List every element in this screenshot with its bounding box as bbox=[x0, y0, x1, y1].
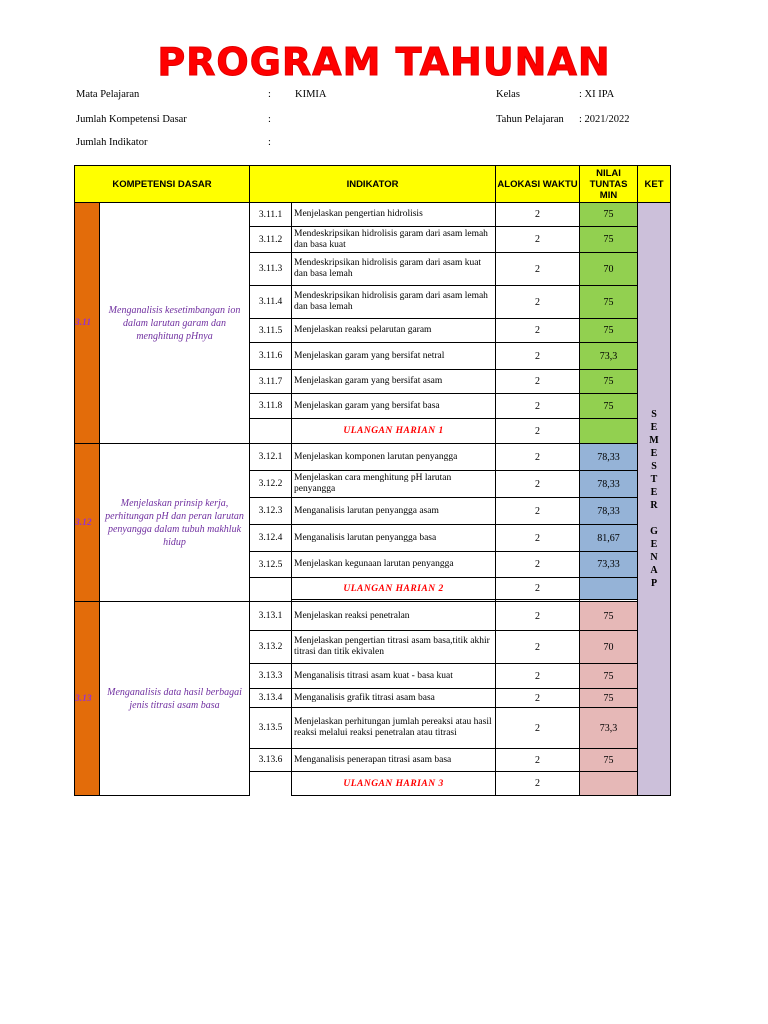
min-score bbox=[580, 772, 638, 796]
time-allocation: 2 bbox=[496, 602, 580, 631]
ket-semester bbox=[638, 203, 671, 796]
indicator-text: Mendeskripsikan hidrolisis garam dari asam lemah dan basa kuat bbox=[292, 227, 496, 253]
indicator-text: Menjelaskan pengertian hidrolisis bbox=[292, 203, 496, 227]
indicator-text: Menganalisis grafik titrasi asam basa bbox=[292, 689, 496, 708]
header-kd: KOMPETENSI DASAR bbox=[75, 166, 250, 203]
subject-colon: : bbox=[268, 89, 271, 100]
min-score: 78,33 bbox=[580, 498, 638, 525]
time-allocation: 2 bbox=[496, 227, 580, 253]
indicator-text: Mendeskripsikan hidrolisis garam dari asam kuat dan basa lemah bbox=[292, 253, 496, 286]
time-allocation: 2 bbox=[496, 749, 580, 772]
kd-description: Menjelaskan prinsip kerja, perhitungan pH dan peran larutan penyangga dalam tubuh makhluk hidup bbox=[100, 444, 250, 602]
class-label: Kelas bbox=[496, 89, 520, 100]
year-value: : 2021/2022 bbox=[579, 114, 630, 125]
header-ket: KET bbox=[638, 166, 671, 203]
header-nilai: NILAI TUNTAS MIN bbox=[580, 166, 638, 203]
table-row bbox=[75, 444, 671, 471]
indicator-code: 3.11.8 bbox=[250, 394, 292, 419]
min-score bbox=[580, 419, 638, 444]
min-score: 73,33 bbox=[580, 552, 638, 578]
min-score: 75 bbox=[580, 394, 638, 419]
time-allocation: 2 bbox=[496, 319, 580, 343]
indicator-text: Menganalisis larutan penyangga basa bbox=[292, 525, 496, 552]
min-score: 73,3 bbox=[580, 343, 638, 370]
indicator-count-label: Jumlah Indikator bbox=[76, 137, 148, 148]
subject-label: Mata Pelajaran bbox=[76, 89, 140, 100]
indicator-text: Menganalisis penerapan titrasi asam basa bbox=[292, 749, 496, 772]
kd-description: Menganalisis kesetimbangan ion dalam larutan garam dan menghitung pHnya bbox=[100, 203, 250, 444]
subject-value: KIMIA bbox=[295, 89, 327, 100]
time-allocation: 2 bbox=[496, 471, 580, 498]
indicator-code: 3.13.5 bbox=[250, 708, 292, 749]
time-allocation: 2 bbox=[496, 525, 580, 552]
indicator-text: Menjelaskan perhitungan jumlah pereaksi atau hasil reaksi melalui reaksi penetralan atau titrasi bbox=[292, 708, 496, 749]
min-score: 78,33 bbox=[580, 471, 638, 498]
kd-number: 3.13 bbox=[75, 602, 100, 796]
kd-description: Menganalisis data hasil berbagai jenis titrasi asam basa bbox=[100, 602, 250, 796]
min-score: 75 bbox=[580, 203, 638, 227]
indicator-code: 3.12.3 bbox=[250, 498, 292, 525]
indicator-code: 3.13.2 bbox=[250, 631, 292, 664]
page-title: PROGRAM TAHUNAN bbox=[157, 40, 611, 84]
time-allocation: 2 bbox=[496, 444, 580, 471]
min-score: 75 bbox=[580, 602, 638, 631]
min-score: 75 bbox=[580, 689, 638, 708]
indicator-text: Menjelaskan komponen larutan penyangga bbox=[292, 444, 496, 471]
indicator-code: 3.11.7 bbox=[250, 370, 292, 394]
min-score: 75 bbox=[580, 286, 638, 319]
ket-semester-text: S E M E S T E R G E N A P bbox=[649, 409, 659, 589]
time-allocation: 2 bbox=[496, 578, 580, 600]
indicator-code: 3.13.1 bbox=[250, 602, 292, 631]
time-allocation: 2 bbox=[496, 370, 580, 394]
min-score: 70 bbox=[580, 253, 638, 286]
indicator-text: Mendeskripsikan hidrolisis garam dari asam lemah dan basa lemah bbox=[292, 286, 496, 319]
min-score: 78,33 bbox=[580, 444, 638, 471]
time-allocation: 2 bbox=[496, 689, 580, 708]
kd-number: 3.11 bbox=[75, 203, 100, 444]
year-label: Tahun Pelajaran bbox=[496, 114, 564, 125]
time-allocation: 2 bbox=[496, 664, 580, 689]
time-allocation: 2 bbox=[496, 253, 580, 286]
time-allocation: 2 bbox=[496, 203, 580, 227]
indicator-code: 3.13.4 bbox=[250, 689, 292, 708]
header-alokasi: ALOKASI WAKTU bbox=[496, 166, 580, 203]
indicator-code: 3.11.3 bbox=[250, 253, 292, 286]
indicator-text: Menjelaskan kegunaan larutan penyangga bbox=[292, 552, 496, 578]
indicator-text: Menjelaskan cara menghitung pH larutan penyangga bbox=[292, 471, 496, 498]
time-allocation: 2 bbox=[496, 498, 580, 525]
annual-program-table bbox=[74, 165, 671, 796]
indicator-text: Menjelaskan garam yang bersifat netral bbox=[292, 343, 496, 370]
indicator-text: Menganalisis titrasi asam kuat - basa kuat bbox=[292, 664, 496, 689]
kd-count-colon: : bbox=[268, 114, 271, 125]
class-value: : XI IPA bbox=[579, 89, 615, 100]
min-score bbox=[580, 578, 638, 600]
min-score: 81,67 bbox=[580, 525, 638, 552]
exam-label: ULANGAN HARIAN 2 bbox=[292, 578, 496, 600]
indicator-text: Menjelaskan reaksi penetralan bbox=[292, 602, 496, 631]
min-score: 75 bbox=[580, 370, 638, 394]
indicator-text: Menjelaskan garam yang bersifat asam bbox=[292, 370, 496, 394]
indicator-text: Menjelaskan reaksi pelarutan garam bbox=[292, 319, 496, 343]
table-header-row bbox=[75, 166, 671, 203]
min-score: 73,3 bbox=[580, 708, 638, 749]
indicator-text: Menganalisis larutan penyangga asam bbox=[292, 498, 496, 525]
indicator-code: 3.13.3 bbox=[250, 664, 292, 689]
exam-label: ULANGAN HARIAN 1 bbox=[292, 419, 496, 444]
indicator-code: 3.12.4 bbox=[250, 525, 292, 552]
time-allocation: 2 bbox=[496, 772, 580, 796]
min-score: 75 bbox=[580, 664, 638, 689]
exam-label: ULANGAN HARIAN 3 bbox=[292, 772, 496, 796]
indicator-code: 3.12.2 bbox=[250, 471, 292, 498]
indicator-code: 3.11.2 bbox=[250, 227, 292, 253]
time-allocation: 2 bbox=[496, 708, 580, 749]
time-allocation: 2 bbox=[496, 343, 580, 370]
time-allocation: 2 bbox=[496, 552, 580, 578]
min-score: 75 bbox=[580, 227, 638, 253]
time-allocation: 2 bbox=[496, 286, 580, 319]
indicator-count-colon: : bbox=[268, 137, 271, 148]
min-score: 75 bbox=[580, 749, 638, 772]
kd-number: 3.12 bbox=[75, 444, 100, 602]
indicator-text: Menjelaskan garam yang bersifat basa bbox=[292, 394, 496, 419]
time-allocation: 2 bbox=[496, 419, 580, 444]
time-allocation: 2 bbox=[496, 394, 580, 419]
indicator-code: 3.11.5 bbox=[250, 319, 292, 343]
time-allocation: 2 bbox=[496, 631, 580, 664]
table-row bbox=[75, 602, 671, 631]
header-indikator: INDIKATOR bbox=[250, 166, 496, 203]
indicator-code: 3.11.4 bbox=[250, 286, 292, 319]
kd-count-label: Jumlah Kompetensi Dasar bbox=[76, 114, 187, 125]
indicator-code: 3.11.1 bbox=[250, 203, 292, 227]
min-score: 70 bbox=[580, 631, 638, 664]
min-score: 75 bbox=[580, 319, 638, 343]
indicator-code: 3.13.6 bbox=[250, 749, 292, 772]
indicator-code: 3.12.5 bbox=[250, 552, 292, 578]
indicator-text: Menjelaskan pengertian titrasi asam basa,titik akhir titrasi dan titik ekivalen bbox=[292, 631, 496, 664]
table-row bbox=[75, 203, 671, 227]
indicator-code: 3.11.6 bbox=[250, 343, 292, 370]
indicator-code: 3.12.1 bbox=[250, 444, 292, 471]
